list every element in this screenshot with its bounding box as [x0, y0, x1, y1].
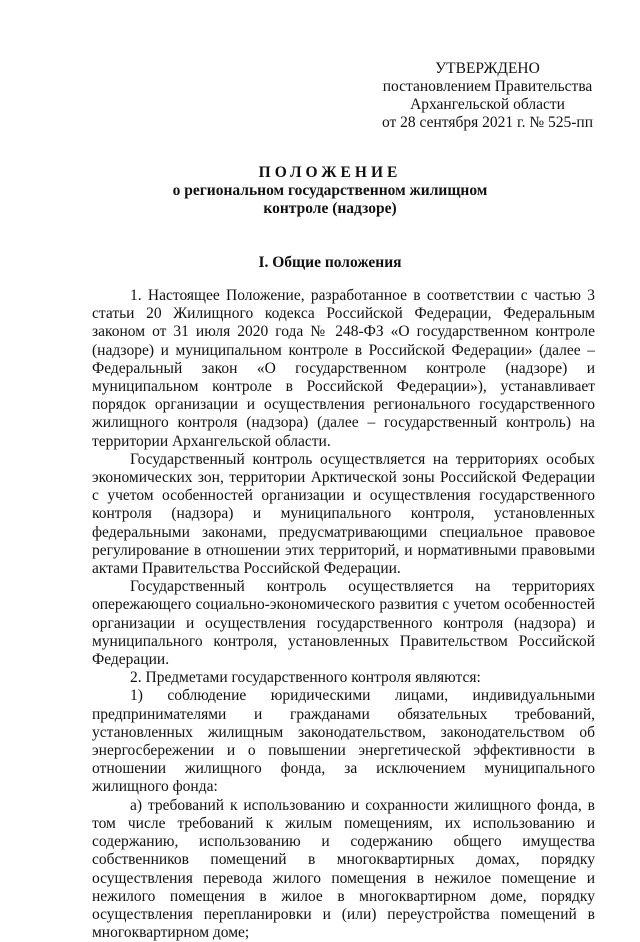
approval-line-1: постановлением Правительства: [382, 78, 593, 95]
section-heading: I. Общие положения: [258, 254, 402, 271]
paragraph: а) требований к использованию и сохранности жилищного фонда, в том числе требований к жилым помещениям, их использованию и содержанию, использованию и содержанию общего имущества собственников помещений в многоквартирных домах, порядку осуществления перевода жилого помещения в нежилое помещение и нежилого помещения в жилое в многоквартирном доме, порядку осуществления перепланировки и (или) переустройства помещений в многоквартирном доме;: [92, 796, 595, 942]
paragraph: 1. Настоящее Положение, разработанное в соответствии с частью 3 статьи 20 Жилищного кодекса Российской Федерации, Федеральным законом от 31 июля 2020 года № 248-ФЗ «О государственном контроле (надзоре) и муниципальном контроле в Российской Федерации» (далее – Федеральный закон «О государственном контроле (надзоре) и муниципальном контроле в Российской Федерации»), устанавливает порядок организации и осуществления регионального государственного жилищного контроля (надзора) (далее – государственный контроль) на территории Архангельской области.: [92, 287, 595, 450]
document-body: [92, 287, 595, 942]
paragraph: Государственный контроль осуществляется на территориях опережающего социально-экономического развития с учетом особенностей организации и осуществления государственного контроля (надзора) и муниципального контроля, установленных Правительством Российской Федерации.: [92, 578, 595, 669]
paragraph: 2. Предметами государственного контроля являются:: [130, 669, 481, 687]
paragraph: 1) соблюдение юридическими лицами, индивидуальными предпринимателями и гражданами обязательных требований, установленных жилищным законодательством, законодательством об энергосбережении и о повышении энергетической эффективности в отношении жилищного фонда, за исключением муниципального жилищного фонда:: [92, 687, 595, 796]
approval-block: [360, 60, 615, 132]
approval-line-3: от 28 сентября 2021 г. № 525-пп: [381, 114, 594, 131]
paragraph: Государственный контроль осуществляется на территориях особых экономических зон, территории Арктической зоны Российской Федерации с учетом особенностей организации и осуществления государственного контроля (надзора) и муниципального контроля, установленных федеральными законами, предусматривающими специальное правовое регулирование в отношении этих территорий, и нормативными правовыми актами Правительства Российской Федерации.: [92, 450, 595, 578]
title-main: ПОЛОЖЕНИЕ: [258, 164, 402, 181]
title-line-2: контроле (надзоре): [263, 200, 397, 217]
approval-stamp: УТВЕРЖДЕНО: [435, 60, 540, 77]
document-title: [100, 164, 560, 218]
title-line-1: о региональном государственном жилищном: [172, 182, 488, 199]
approval-line-2: Архангельской области: [410, 96, 565, 113]
